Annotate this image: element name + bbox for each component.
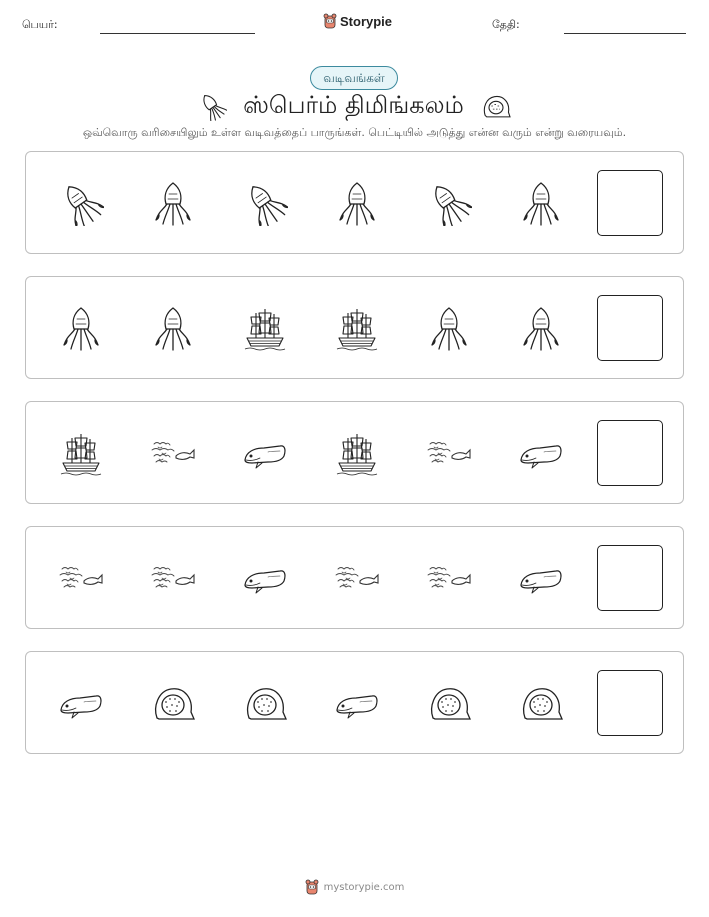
name-label: பெயர்: [22,18,58,31]
ship-icon [242,305,288,351]
pattern-row [25,401,684,504]
whale-splash-icon [426,555,472,601]
answer-box[interactable] [597,170,663,236]
pattern-row [25,151,684,254]
squid-icon [518,305,564,351]
date-label: தேதி: [492,18,520,31]
ship-icon [58,430,104,476]
storypie-mascot-icon [323,13,337,29]
pattern-row [25,526,684,629]
pattern-row [25,276,684,379]
whale-icon [518,430,564,476]
squid-icon [426,180,472,226]
storypie-mascot-icon [305,879,319,895]
shell-icon [518,680,564,726]
brand-logo [323,13,392,29]
answer-box[interactable] [597,420,663,486]
whale-icon [58,680,104,726]
brand-name: Storypie [340,13,393,29]
squid-icon [197,91,227,121]
shell-icon [242,680,288,726]
ship-icon [334,430,380,476]
squid-icon [58,180,104,226]
category-badge: வடிவங்கள் [310,66,398,90]
whale-icon [334,680,380,726]
instructions: ஒவ்வொரு வரிசையிலும் உள்ள வடிவத்தைப் பாருங்கள். பெட்டியில் அடுத்து என்ன வரும் என்று வரையவும். [82,126,627,139]
date-line[interactable] [564,33,686,34]
answer-box[interactable] [597,545,663,611]
whale-splash-icon [334,555,380,601]
page-title: ஸ்பெர்ம் திமிங்கலம் [243,90,464,119]
shell-icon [150,680,196,726]
whale-splash-icon [150,555,196,601]
squid-icon [150,305,196,351]
answer-box[interactable] [597,670,663,736]
squid-icon [518,180,564,226]
footer [0,879,709,895]
shell-icon [480,92,512,120]
whale-icon [242,555,288,601]
whale-splash-icon [426,430,472,476]
whale-splash-icon [58,555,104,601]
squid-icon [334,180,380,226]
ship-icon [334,305,380,351]
name-line[interactable] [100,33,255,34]
answer-box[interactable] [597,295,663,361]
squid-icon [58,305,104,351]
title-row [0,88,709,124]
whale-splash-icon [150,430,196,476]
squid-icon [242,180,288,226]
whale-icon [518,555,564,601]
squid-icon [150,180,196,226]
pattern-row [25,651,684,754]
shell-icon [426,680,472,726]
whale-icon [242,430,288,476]
squid-icon [426,305,472,351]
footer-site: mystorypie.com [323,881,405,893]
